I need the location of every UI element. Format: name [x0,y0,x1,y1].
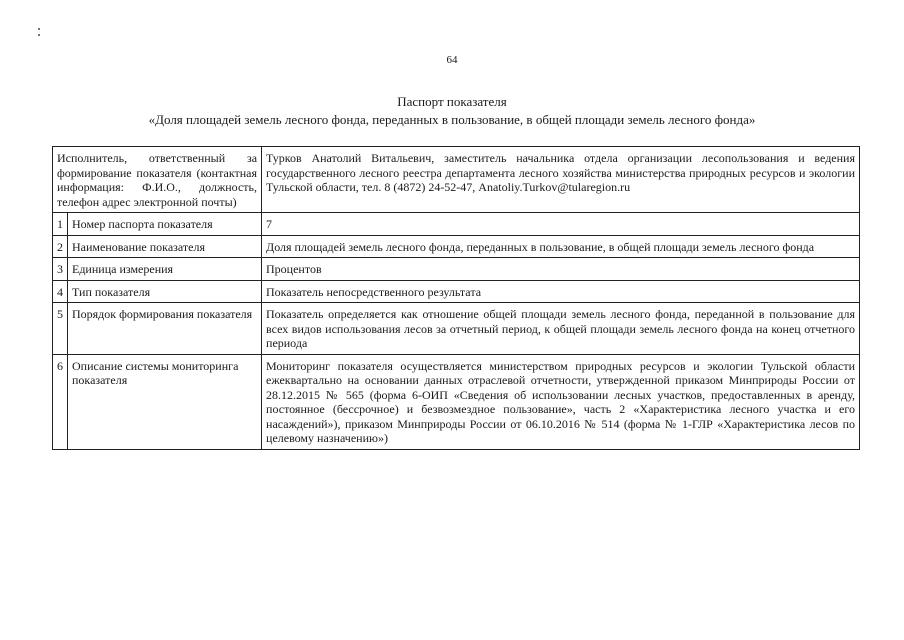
row-number: 1 [53,213,68,236]
table-row [53,213,860,236]
document-title: Паспорт показателя [397,94,507,109]
table-row [53,303,860,355]
row-label: Описание системы мониторинга показателя [68,354,262,449]
table-row-responsible [53,147,860,213]
row-label: Наименование показателя [68,235,262,258]
row-label: Тип показателя [68,280,262,303]
table-row [53,258,860,281]
row-value: Доля площадей земель лесного фонда, переданных в пользование, в общей площади земель лесного фонда [262,235,860,258]
row-value: Процентов [262,258,860,281]
indicator-passport-table [52,146,860,450]
row-number: 4 [53,280,68,303]
table-row [53,280,860,303]
table-row [53,235,860,258]
responsible-value: Турков Анатолий Витальевич, заместитель начальника отдела организации лесопользования и ведения государственного лесного реестра департамента лесного хозяйства министерства природных ресурсов и экологии Тульской области, тел. 8 (4872) 24-52-47, Anatoliy.Turkov@tularegion.ru [262,147,860,213]
row-number: 2 [53,235,68,258]
table-row [53,354,860,449]
scan-speck-marks [38,28,40,42]
row-number: 6 [53,354,68,449]
row-value: Мониторинг показателя осуществляется министерством природных ресурсов и экологии Тульской области ежеквартально на основании данных отраслевой отчетности, утвержденной приказом Минприроды России от 28.12.2015 № 565 (форма 6-ОИП «Сведения об использовании лесных участков, предоставленных в аренду, постоянное (бессрочное) и безвозмездное пользование», часть 2 «Характеристика лесного участка и его насаждений»), приказом Минприроды России от 06.10.2016 № 514 (форма № 1-ГЛР «Характеристика лесов по целевому назначению») [262,354,860,449]
row-value: Показатель непосредственного результата [262,280,860,303]
row-label: Номер паспорта показателя [68,213,262,236]
page-number: 64 [446,54,458,66]
responsible-label: Исполнитель, ответственный за формирование показателя (контактная информация: Ф.И.О., должность, телефон адрес электронной почты) [53,147,262,213]
row-label: Порядок формирования показателя [68,303,262,355]
row-value: 7 [262,213,860,236]
row-number: 3 [53,258,68,281]
row-number: 5 [53,303,68,355]
row-value: Показатель определяется как отношение общей площади земель лесного фонда, переданной в пользование для всех видов использования лесов за отчетный период, к общей площади земель лесного фонда на конец отчетного периода [262,303,860,355]
document-subtitle: «Доля площадей земель лесного фонда, переданных в пользование, в общей площади земель лесного фонда» [148,112,756,127]
row-label: Единица измерения [68,258,262,281]
